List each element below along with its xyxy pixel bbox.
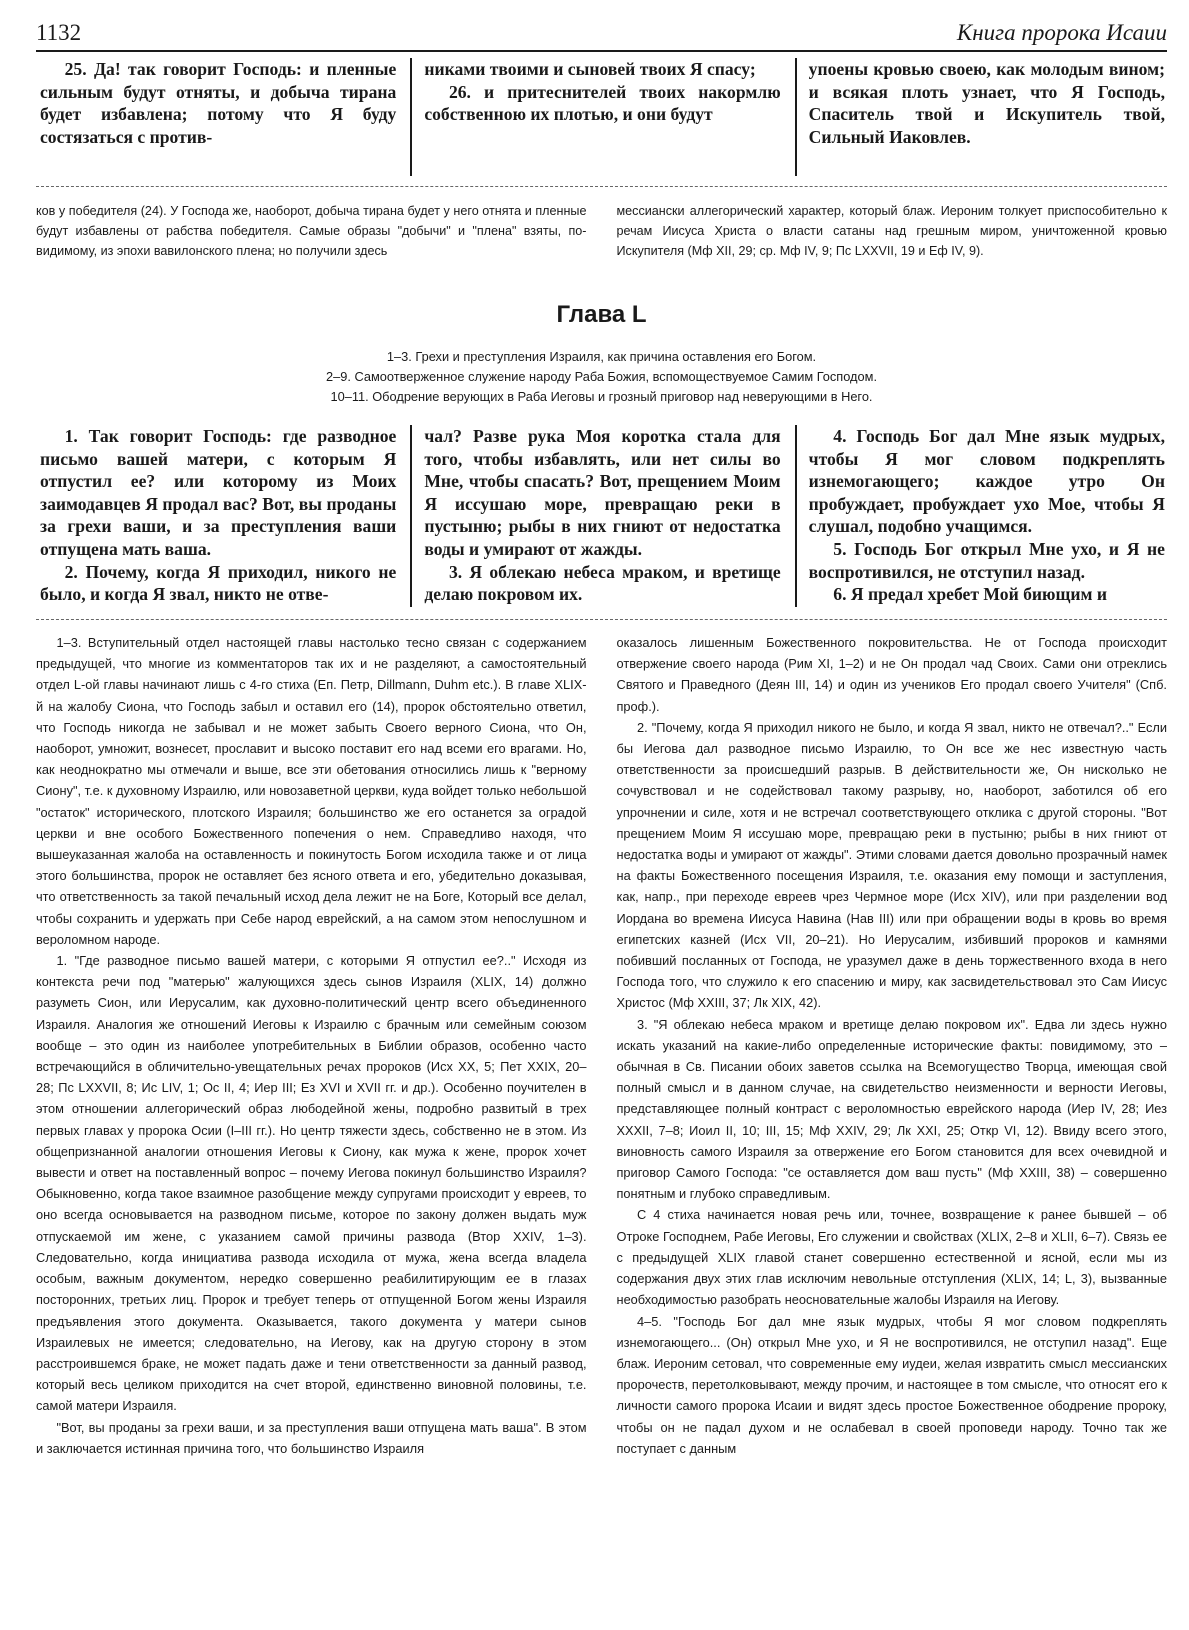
commentary-left-column bbox=[36, 632, 587, 1459]
main-scripture-col-2 bbox=[410, 425, 794, 607]
top-commentary-left bbox=[36, 201, 587, 261]
commentary-paragraph: 4–5. "Господь Бог дал мне язык мудрых, чтобы Я мог словом подкреплять изнемогающего... (Он) открыл Мне ухо, и Я не воспротивился, не отступил назад". Еще блаж. Иероним сетовал, что современные ему иудеи, желая извратить смысл мессианских пророчеств, перетолковывают, между прочим, и настоящее в том смысле, что относят его к личности самого пророка Исаии и видят здесь простое Божественное ободрение пророку, чтобы он не падал духом и не ослабевал в своей проповеди народу. Точно так же поступает с данным bbox=[616, 1313, 1167, 1456]
running-title: Книга пророка Исаии bbox=[956, 20, 1167, 45]
main-commentary bbox=[36, 632, 1167, 1459]
verse-25-cont: никами твоими и сыновей твоих Я спасу; bbox=[424, 59, 756, 79]
chapter-title: Глава L bbox=[556, 301, 647, 328]
verse-1: 1. Так говорит Господь: где разводное письмо вашей матери, с которым Я отпустил ее? или которому из Моих заимодавцев Я продал вас? Вот, вы проданы за грехи ваши, и за преступления ваши отпущена мать ваша. bbox=[40, 426, 397, 559]
summary-line: 10–11. Ободрение верующих в Раба Иеговы и грозный приговор над неверующими в Него. bbox=[330, 389, 873, 404]
top-scripture-col-1 bbox=[36, 58, 410, 176]
divider bbox=[36, 186, 1167, 187]
commentary-paragraph: мессиански аллегорический характер, который блаж. Иероним толкует приспособительно к речам Иисуса Христа о власти сатаны над грешным миром, уничтоженной кровью Искупителя (Мф XII, 29; ср. Мф IV, 9; Пс LXXVII, 19 и Еф IV, 9). bbox=[616, 204, 1167, 258]
commentary-paragraph: оказалось лишенным Божественного покровительства. Не от Господа происходит отвержение своего народа (Рим XI, 1–2) и не Он продал чад Своих. Сами они отреклись Святого и Праведного (Деян III, 14) и один из учеников Его продал своего Учителя" (Спб. проф.). bbox=[616, 635, 1167, 714]
commentary-paragraph: "Вот, вы проданы за грехи ваши, и за преступления ваши отпущена мать ваша". В этом и заключается истинная причина того, что большинство Израиля bbox=[36, 1419, 587, 1456]
top-scripture-col-3 bbox=[795, 58, 1167, 176]
verse-5: 5. Господь Бог открыл Мне ухо, и Я не воспротивился, не отступил назад. bbox=[808, 538, 1165, 582]
verse-26-cont: упоены кровью своею, как молодым вином; и всякая плоть узнает, что Я Господь, Спаситель твой и Искупитель твой, Сильный Иаковлев. bbox=[808, 59, 1165, 147]
top-commentary bbox=[36, 201, 1167, 261]
verse-3: 3. Я облекаю небеса мраком, и вретище делаю покровом их. bbox=[424, 561, 781, 605]
commentary-paragraph: 1. "Где разводное письмо вашей матери, с которыми Я отпустил ее?.." Исходя из контекста речи под "матерью" жалующихся здесь сынов Израиля (XLIX, 14) должно разуметь Сион, или Иерусалим, как духовно-политический центр всего объединенного Израиля. Аналогия же отношений Иеговы к Израилю с брачным или семейным союзом вообще – это один из наиболее употребительных в Библии образов, особенно часто встречающийся в обличительно-увещательных речах пророков (Исх XX, 5; Пет XXIX, 20–28; Пс LXXVII, 8; Ис LIV, 1; Ос II, 4; Иер III; Ез XVI и XVII гг. и др.). Особенно поучителен в этом отношении аллегорический образ любодейной жены, подробно развитый в трех первых главах у пророка Осии (I–III гг.). Но центр тяжести здесь, собственно не в этом. Из общепризнанной аналогии отношения Иеговы к Сиону, как мужа к жене, пророк хочет вывести и ответ на поставленный вопрос – почему Иегова покинул большинство Израиля? Обыкновенно, когда такое взаимное разобщение между супругами происходит у евреев, то оно всегда основывается на разводном письме, которое по закону должен выдать муж отпускаемой им жене, с указанием самой причины развода (Втор XXIV, 1–3). Следовательно, когда инициатива развода исходила от мужа, жена всегда владела особым, важным документом, нередко совершенно реабилитирующим ее в глазах посторонних, третьих лиц. Пророк и требует теперь от отпущенной Богом жены Израиля предъявления этого документа. Оказывается, такого документа у матери сынов Израилевых не имеется; следовательно, на Иегову, как на другую сторону в этом расстроившемся браке, не может падать даже и тени ответственности за данный развод, который весь целиком приходится на счет второй, единственно виновной половины, т.е. самой матери Израиля. bbox=[36, 953, 587, 1414]
chapter-summary bbox=[36, 347, 1167, 407]
verse-2-cont: чал? Разве рука Моя коротка стала для того, чтобы избавлять, или нет силы во Мне, чтобы спасать? Вот, прещением Моим Я иссушаю море, превращаю реки в пустыню; рыбы в них гниют от недостатка воды и умирают от жажды. bbox=[424, 426, 781, 559]
commentary-paragraph: 2. "Почему, когда Я приходил никого не было, и когда Я звал, никто не отвечал?.." Если бы Иегова дал разводное письмо Израилю, то Он все же нес известную часть ответственности за происшедший разрыв. В действительности же, Он нисколько не сочувствовал и не содействовал такому разрыву, но, наоборот, заботился об его упрочнении и силе, хотя и не встречал соответствующего отклика с другой стороны. "Вот прещением Моим Я иссушаю море, превращаю реки в пустыню; рыбы в них гниют от недостатка воды и умирают от жажды". Этими словами дается довольно прозрачный намек на факты Божественного посещения Израиля, т.е. оказания ему помощи и заступления, как, напр., при переходе евреев чрез Чермное море (Исх XIV), или при разделении вод Иордана во времена Иисуса Навина (Нав III) или при обращении воды в кровь во время египетских казней (Исх VII, 20–21). Но Иерусалим, избивший пророков и камнями побивший посланных от Господа, не уразумел даже в день торжественного входа в него Господа того, что служило к его спасению и миру, как засвидетельствовал это Сам Иисус Христос (Мф XXIII, 37; Лк XIX, 42). bbox=[616, 719, 1167, 1011]
main-scripture-col-1 bbox=[36, 425, 410, 607]
verse-2: 2. Почему, когда Я приходил, никого не было, и когда Я звал, никто не отве- bbox=[40, 561, 397, 605]
verse-6: 6. Я предал хребет Мой биющим и bbox=[833, 584, 1107, 605]
top-scripture bbox=[36, 58, 1167, 176]
top-commentary-right bbox=[617, 201, 1168, 261]
running-header bbox=[36, 14, 1167, 52]
commentary-right-column bbox=[617, 632, 1168, 1459]
commentary-paragraph: 3. "Я облекаю небеса мраком и вретище делаю покровом их". Едва ли здесь нужно искать указаний на какие-либо определенные исторические факты: повидимому, это – обычная в Св. Писании обоих заветов ссылка на Всемогущество Творца, имеющая свой полный смысл и в данном случае, на свидетельство неизменности и верности Иеговы, представляющее полный контраст с вероломностью еврейского народа (Иер IV, 28; Иез XXXII, 7–8; Иоил II, 10; III, 15; Мф XXIV, 29; Лк XXI, 25; Откр VI, 12). Ввиду всего этого, виновность самого Израиля за отвержение его Богом становится для всех очевидной и приговор Самого Господа: "се оставляется дом ваш пусть" (Мф XXIII, 38) – совершенно понятным и глубоко справедливым. bbox=[616, 1016, 1167, 1202]
divider bbox=[36, 619, 1167, 620]
verse-4: 4. Господь Бог дал Мне язык мудрых, чтобы Я мог словом подкреплять изнемогающего; каждое утро Он пробуждает, пробуждает ухо Мое, чтобы Я слушал, подобно учащимся. bbox=[808, 426, 1165, 537]
main-scripture bbox=[36, 425, 1167, 607]
verse-25: 25. Да! так говорит Господь: и пленные сильным будут отняты, и добыча тирана будет избавлена; потому что Я буду состязаться с против- bbox=[40, 59, 397, 147]
summary-line: 2–9. Самоотверженное служение народу Раба Божия, вспомоществуемое Самим Господом. bbox=[326, 369, 877, 384]
main-scripture-col-3 bbox=[795, 425, 1167, 607]
commentary-paragraph: ков у победителя (24). У Господа же, наоборот, добыча тирана будет у него отнята и пленные будут избавлены от рабства победителя. Самые образы "добычи" и "плена" взяты, по-видимому, из эпохи вавилонского плена; но получили здесь bbox=[36, 204, 587, 258]
top-scripture-col-2 bbox=[410, 58, 794, 176]
page-number: 1132 bbox=[36, 20, 82, 45]
commentary-paragraph: С 4 стиха начинается новая речь или, точнее, возвращение к ранее бывшей – об Отроке Господнем, Рабе Иеговы, Его служении и свойствах (XLIX, 2–8 и XLII, 6–7). Связь ее с предыдущей XLIX главой станет совершенно естественной и ясной, если мы из содержания двух этих глав исключим невольные отступления (XLIX, 14; L, 3), вызванные необходимостью разобрать неосновательные жалобы Израиля на Иегову. bbox=[616, 1207, 1167, 1308]
commentary-paragraph: 1–3. Вступительный отдел настоящей главы настолько тесно связан с содержанием предыдущей, что многие из комментаторов так их и не разделяют, а самостоятельный отдел L-ой главы начинают лишь с 4-го стиха (Еп. Петр, Dillmann, Duhm etc.). В главе XLIX-й на жалобу Сиона, что Господь забыл и оставил его (14), пророк обстоятельно ответил, что Господь никогда не забывал и не может забыть Своего верного Сиона, что Он, наоборот, умножит, вознесет, прославит и высоко поставит его над всеми его врагами. Но, как неоднократно мы отмечали и выше, все эти обетования относились лишь к "верному Сиону", т.е. к духовному Израилю, или новозаветной церкви, куда войдет только небольшой "остаток" исторического, плотского Израиля; большинство же его останется за оградой церкви и вне особого Божественного попечения о нем. Справедливо находя, что вышеуказанная жалоба на оставленность и покинутость Богом исходила также и от лица этого большинства, пророк не оставляет без ясного ответа и его, убедительно доказывая, что ответственность за такой печальный исход дела лежит не на Боге, Который все делал, чтобы сохранить и удержать при Себе народ еврейский, а на самом этом непослушном и вероломном народе. bbox=[36, 635, 587, 947]
verse-26: 26. и притеснителей твоих накормлю собственною их плотью, и они будут bbox=[424, 81, 781, 125]
summary-line: 1–3. Грехи и преступления Израиля, как причина оставления его Богом. bbox=[386, 349, 817, 364]
